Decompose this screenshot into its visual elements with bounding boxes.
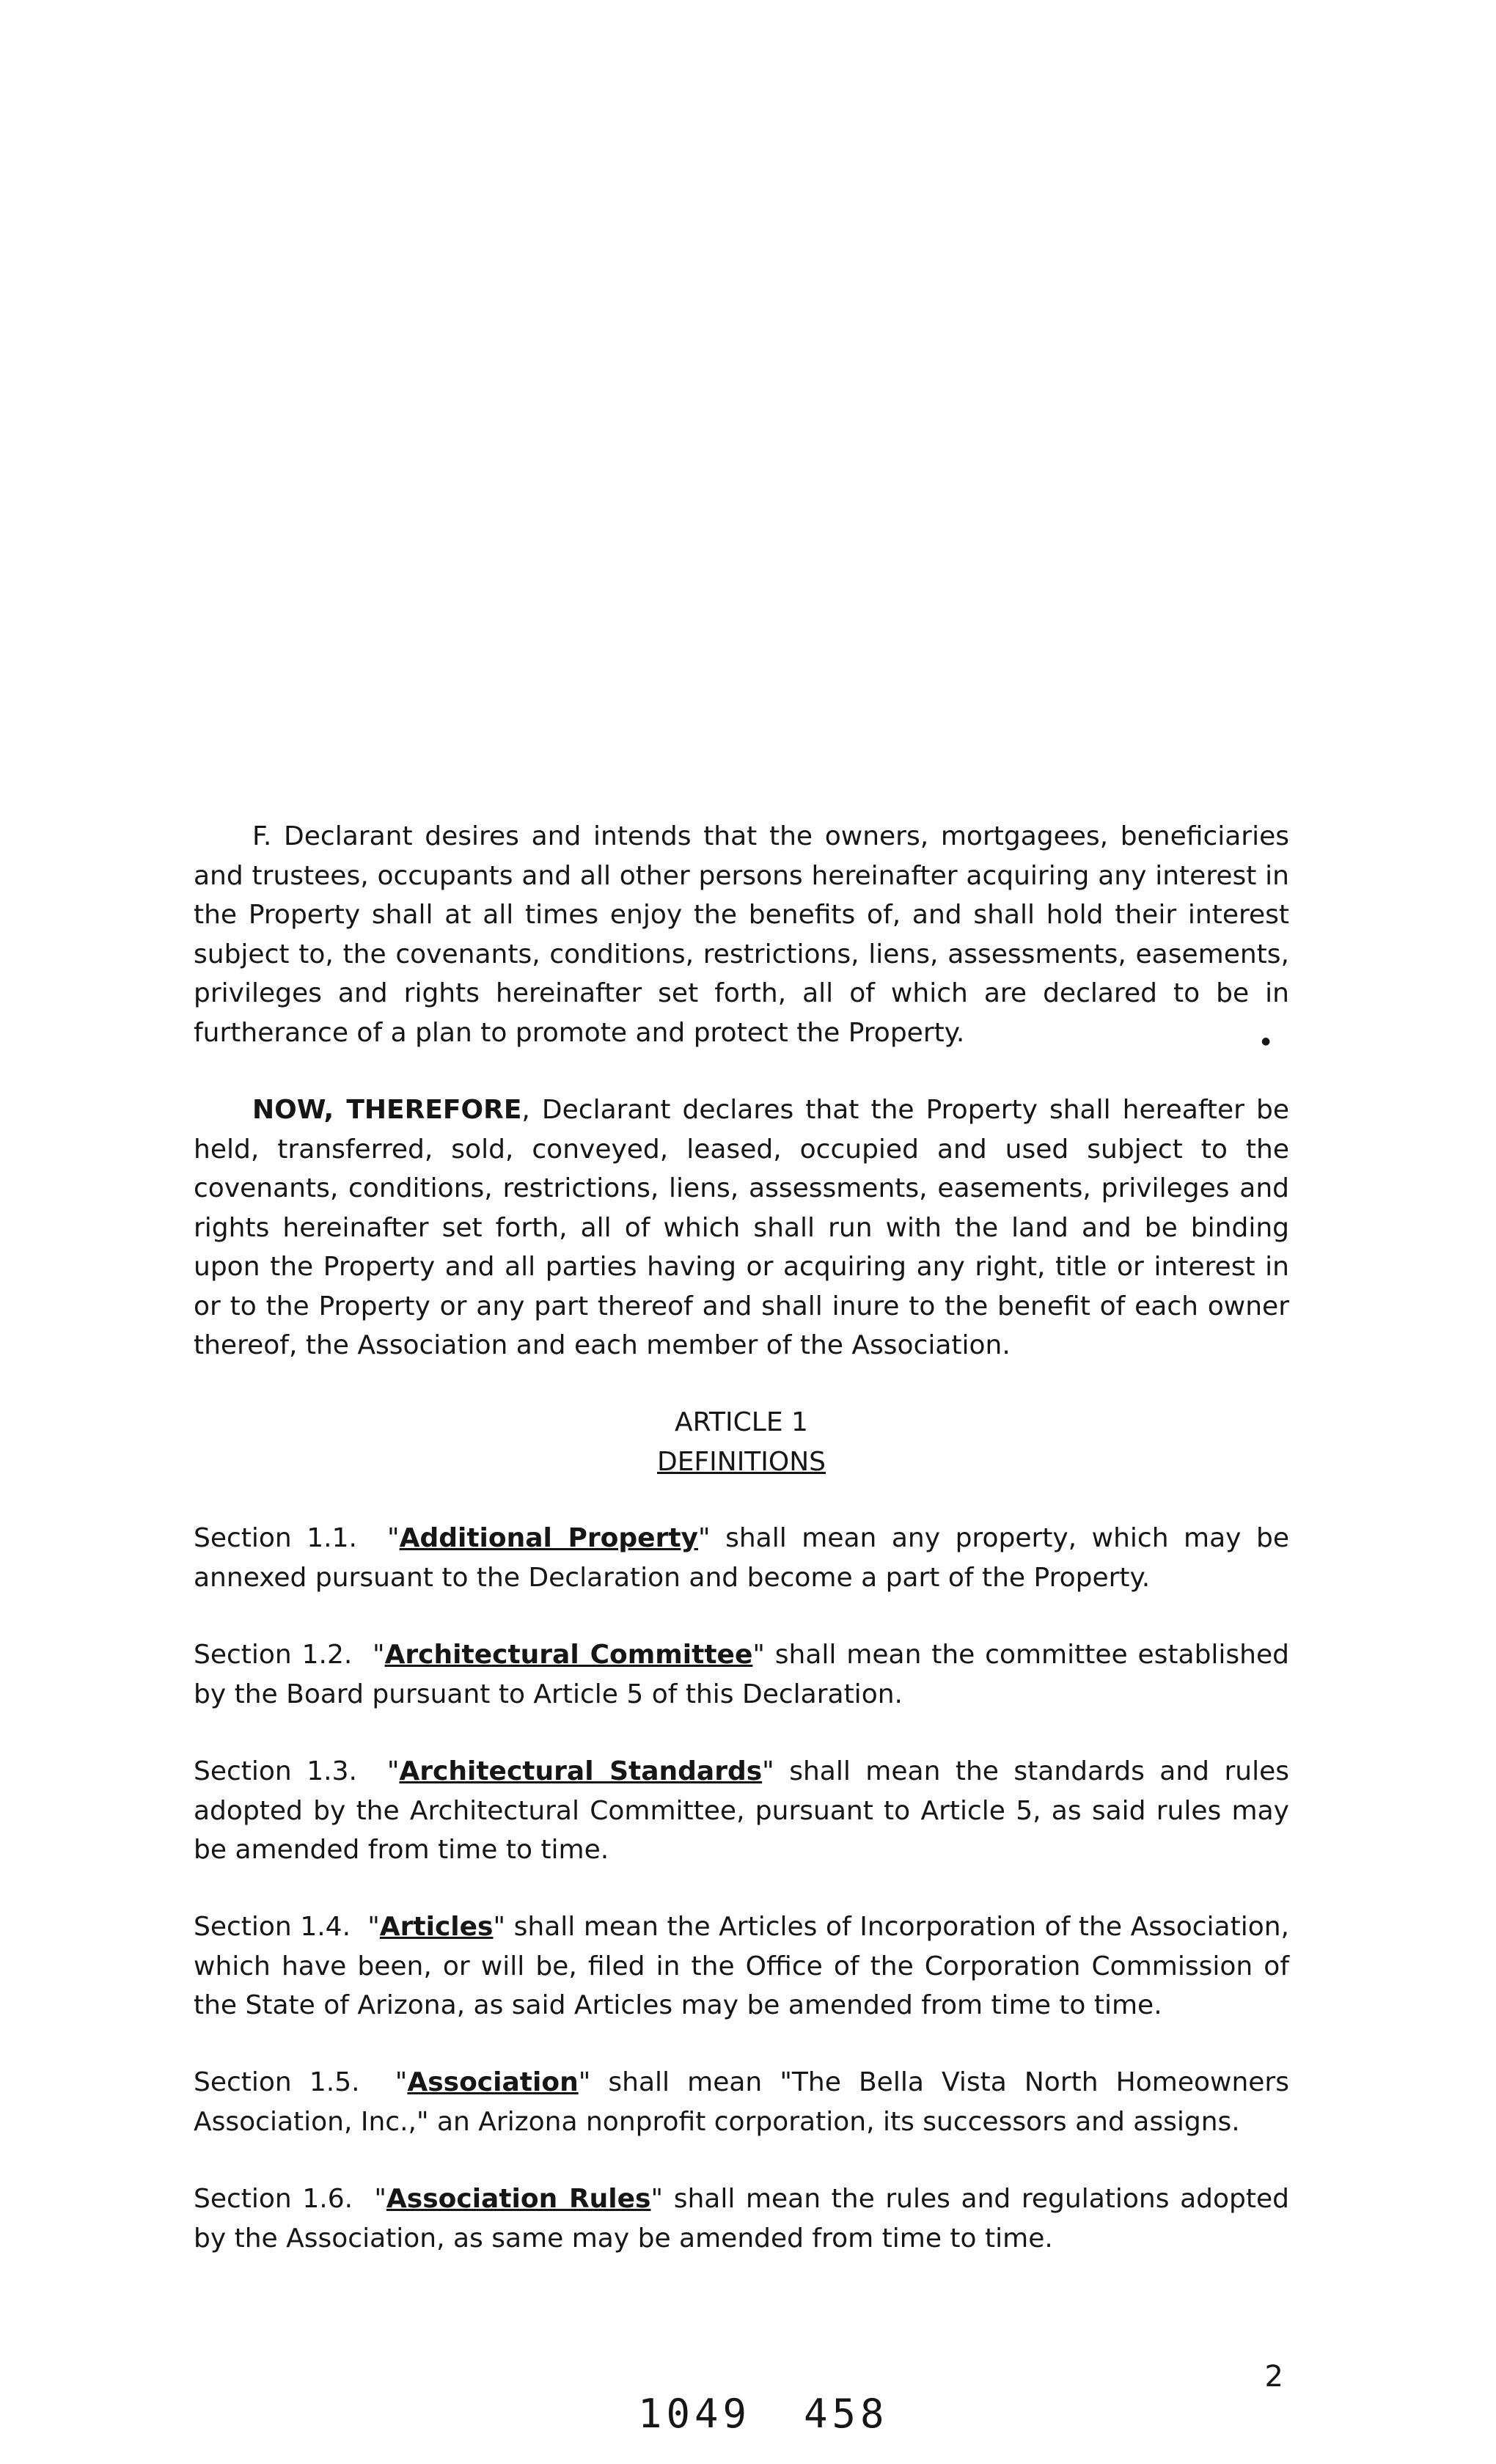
section-label: Section 1.1. <box>194 1523 357 1553</box>
now-therefore-lead: NOW, THEREFORE <box>252 1095 522 1125</box>
section-paragraph: Section 1.4. "Articles" shall mean the Articles of Incorporation of the Association, which have been, or will be, filed in the Office of the Corporation Commission of the State of Arizona, as said Articles may be amended from time to time. <box>194 1912 1290 2020</box>
section-label: Section 1.2. <box>194 1640 353 1670</box>
defined-term: Association Rules <box>386 2184 651 2214</box>
section-text: shall mean the Articles of Incorporation of the Association, which have been, or will be, filed in the Office of the Corporation Commission of the State of Arizona, as said Articles may be amended from time to time. <box>194 1912 1290 2020</box>
section-1-2 <box>194 1635 1289 1714</box>
section-text: shall mean the rules and regulations adopted by the Association, as same may be amended from time to time. <box>194 2184 1290 2254</box>
section-1-1 <box>194 1519 1289 1597</box>
recording-page-number: 458 <box>804 2391 889 2437</box>
section-label: Section 1.3. <box>194 1756 357 1786</box>
defined-term: Additional Property <box>399 1523 698 1553</box>
recording-book-number: 1049 <box>638 2391 752 2437</box>
section-paragraph: Section 1.5. "Association" shall mean "The Bella Vista North Homeowners Association, Inc.," an Arizona nonprofit corporation, its successors and assigns. <box>194 2067 1289 2137</box>
section-paragraph: Section 1.1. "Additional Property" shall mean any property, which may be annexed pursuant to the Declaration and become a part of the Property. <box>194 1523 1290 1593</box>
now-therefore-paragraph <box>194 1090 1289 1365</box>
section-1-4 <box>194 1907 1289 2025</box>
section-text: shall mean the standards and rules adopted by the Architectural Committee, pursuant to Article 5, as said rules may be amended from time to time. <box>194 1756 1290 1865</box>
defined-term: Association <box>407 2067 579 2097</box>
section-1-5 <box>194 2063 1289 2141</box>
section-label: Section 1.4. <box>194 1912 351 1942</box>
section-label: Section 1.6. <box>194 2184 353 2214</box>
section-paragraph: Section 1.2. "Architectural Committee" shall mean the committee established by the Board pursuant to Article 5 of this Declaration. <box>194 1640 1289 1709</box>
section-1-3 <box>194 1752 1289 1870</box>
defined-term: Architectural Committee <box>384 1640 753 1670</box>
paragraph-f: F. Declarant desires and intends that the owners, mortgagees, beneficiaries and trustees, occupants and all other persons hereinafter acquiring any interest in the Property shall at all times enjoy the benefits of, and shall hold their interest subject to, the covenants, conditions, restrictions, liens, assessments, easements, privileges and rights hereinafter set forth, all of which are declared to be in furtherance of a plan to promote and protect the Property. <box>194 821 1289 1048</box>
recitals-block <box>194 817 1289 1052</box>
defined-term: Architectural Standards <box>399 1756 763 1786</box>
section-1-6 <box>194 2179 1289 2258</box>
article-heading <box>194 1403 1289 1481</box>
now-therefore-block <box>194 1090 1289 1365</box>
section-text: shall mean any property, which may be annexed pursuant to the Declaration and become a part of the Property. <box>194 1523 1290 1593</box>
page-number: 2 <box>1264 2360 1283 2394</box>
article-title: DEFINITIONS <box>656 1446 826 1477</box>
section-paragraph: Section 1.3. "Architectural Standards" shall mean the standards and rules adopted by the Architectural Committee, pursuant to Article 5, as said rules may be amended from time to time. <box>194 1756 1290 1865</box>
section-text: shall mean "The Bella Vista North Homeowners Association, Inc.," an Arizona nonprofit corporation, its successors and assigns. <box>194 2067 1289 2137</box>
section-text: shall mean the committee established by the Board pursuant to Article 5 of this Declaration. <box>194 1640 1289 1709</box>
now-therefore-text: , Declarant declares that the Property shall hereafter be held, transferred, sold, conveyed, leased, occupied and used subject to the covenants, conditions, restrictions, liens, assessments, easements, privileges and rights hereinafter set forth, all of which shall run with the land and be binding upon the Property and all parties having or acquiring any right, title or interest in or to the Property or any part thereof and shall inure to the benefit of each owner thereof, the Association and each member of the Association. <box>194 1095 1289 1360</box>
section-paragraph: Section 1.6. "Association Rules" shall mean the rules and regulations adopted by the Association, as same may be amended from time to time. <box>194 2184 1290 2254</box>
stray-mark-icon: ● <box>1261 1035 1271 1047</box>
section-label: Section 1.5. <box>194 2067 360 2097</box>
defined-term: Articles <box>379 1912 494 1942</box>
article-number: ARTICLE 1 <box>675 1407 808 1437</box>
